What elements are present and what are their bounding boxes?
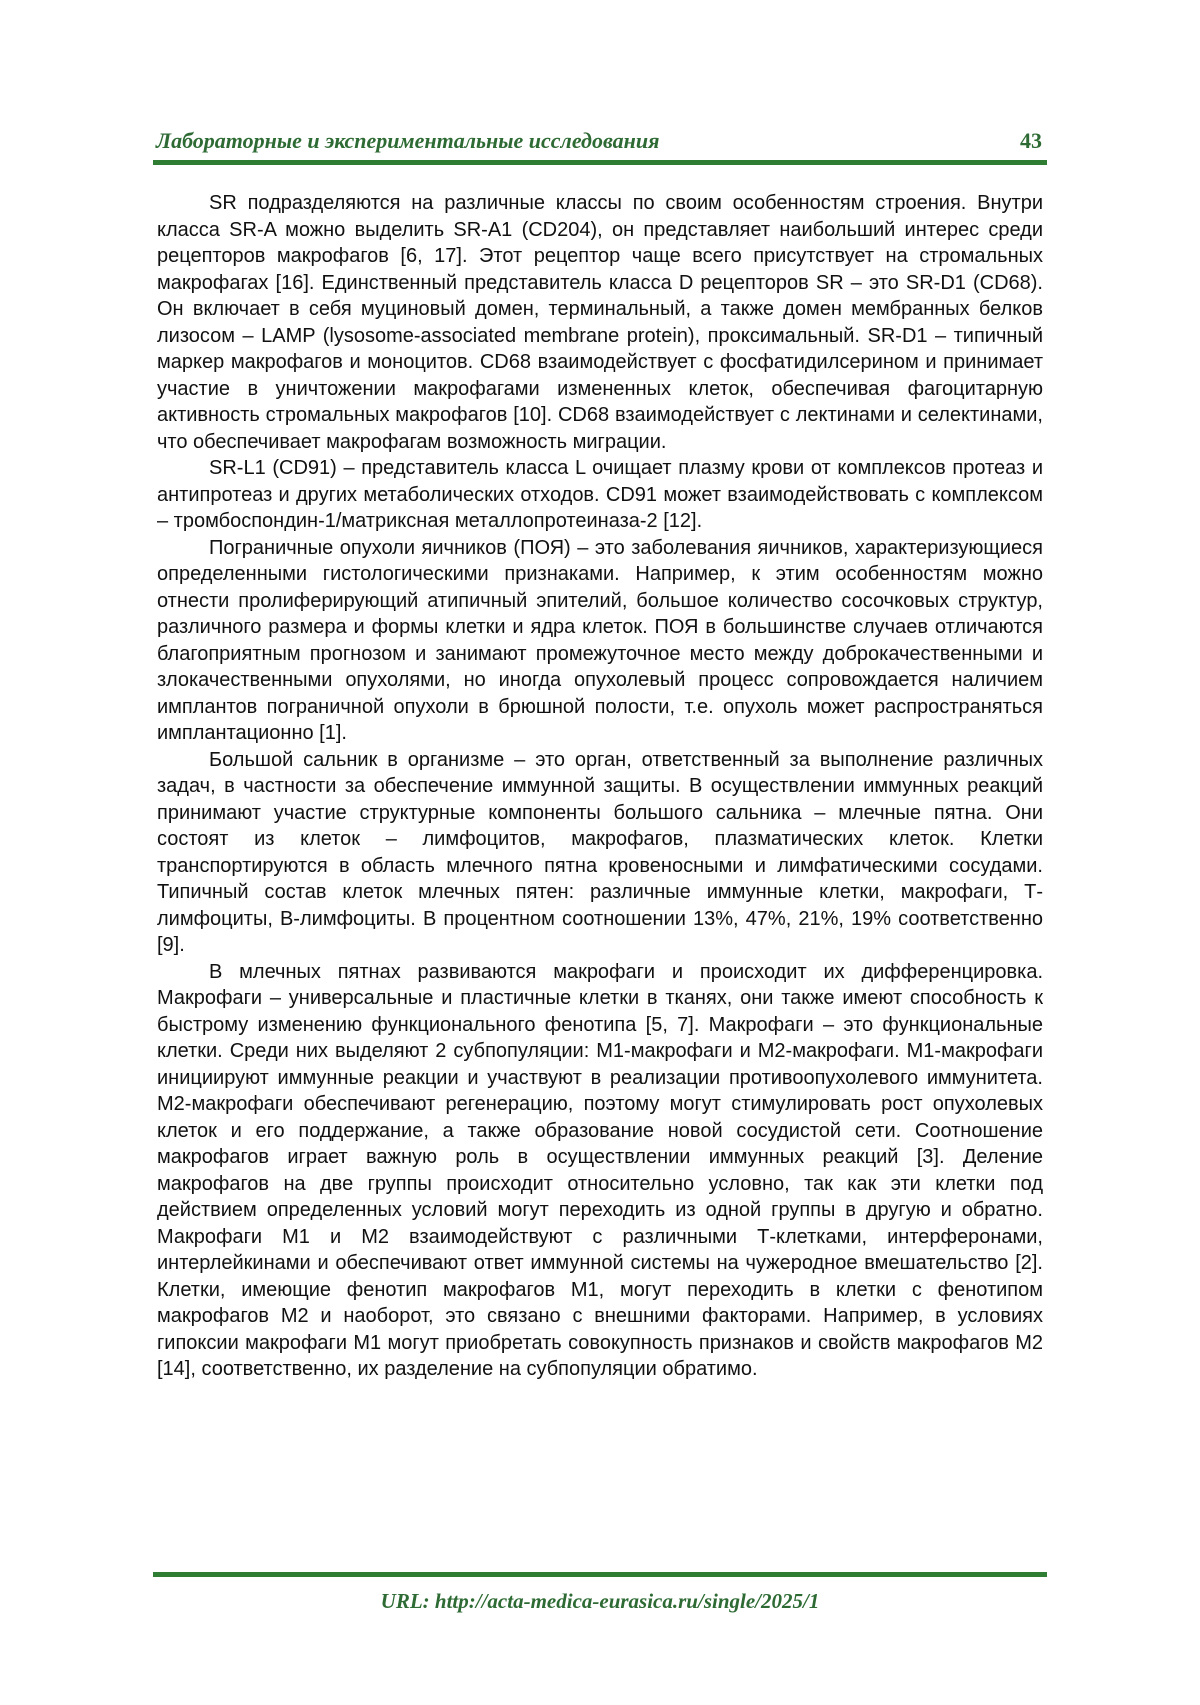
paragraph-sr-l1: SR-L1 (CD91) – представитель класса L очищает плазму крови от комплексов протеаз и антипротеаз и других метаболических отходов. CD91 может взаимодействовать с комплексом – тромбоспондин-1/матриксная металлопротеиназа-2 [12].: [157, 455, 1043, 535]
header-rule: [153, 160, 1047, 165]
section-title: Лабораторные и экспериментальные исследования: [156, 128, 659, 154]
footer-rule: [153, 1572, 1047, 1577]
paragraph-macrophages: В млечных пятнах развиваются макрофаги и происходит их дифференцировка. Макрофаги – универсальные и пластичные клетки в тканях, они также имеют способность к быстрому изменению функционального фенотипа [5, 7]. Макрофаги – это функциональные клетки. Среди них выделяют 2 субпопуляции: М1-макрофаги и М2-макрофаги. М1-макрофаги инициируют иммунные реакции и участвуют в реализации противоопухолевого иммунитета. М2-макрофаги обеспечивают регенерацию, поэтому могут стимулировать рост опухолевых клеток и его поддержание, а также образование новой сосудистой сети. Соотношение макрофагов играет важную роль в осуществлении иммунных реакций [3]. Деление макрофагов на две группы происходит относительно условно, так как эти клетки под действием определенных условий могут переходить из одной группы в другую и обратно. Макрофаги М1 и М2 взаимодействуют с различными Т-клетками, интерферонами, интерлейкинами и обеспечивают ответ иммунной системы на чужеродное вмешательство [2]. Клетки, имеющие фенотип макрофагов М1, могут переходить в клетки с фенотипом макрофагов М2 и наоборот, это связано с внешними факторами. Например, в условиях гипоксии макрофаги М1 могут приобретать совокупность признаков и свойств макрофагов М2 [14], соответственно, их разделение на субпопуляции обратимо.: [157, 959, 1043, 1383]
footer-url[interactable]: URL: http://acta-medica-eurasica.ru/single/2025/1: [153, 1589, 1047, 1614]
paragraph-greater-omentum: Большой сальник в организме – это орган, ответственный за выполнение различных задач, в частности за обеспечение иммунной защиты. В осуществлении иммунных реакций принимают участие структурные компоненты большого сальника – млечные пятна. Они состоят из клеток – лимфоцитов, макрофагов, плазматических клеток. Клетки транспортируются в область млечного пятна кровеносными и лимфатическими сосудами. Типичный состав клеток млечных пятен: различные иммунные клетки, макрофаги, Т-лимфоциты, В-лимфоциты. В процентном соотношении 13%, 47%, 21%, 19% соответственно [9].: [157, 747, 1043, 959]
paragraph-sr-classes: SR подразделяются на различные классы по своим особенностям строения. Внутри класса SR-A можно выделить SR-A1 (CD204), он представляет наибольший интерес среди рецепторов макрофагов [6, 17]. Этот рецептор чаще всего присутствует на стромальных макрофагах [16]. Единственный представитель класса D рецепторов SR – это SR-D1 (CD68). Он включает в себя муциновый домен, терминальный, а также домен мембранных белков лизосом – LAMP (lysosome-associated membrane protein), проксимальный. SR-D1 – типичный маркер макрофагов и моноцитов. CD68 взаимодействует с фосфатидилсерином и принимает участие в уничтожении макрофагами измененных клеток, обеспечивая фагоцитарную активность стромальных макрофагов [10]. CD68 взаимодействует с лектинами и селектинами, что обеспечивает макрофагам возможность миграции.: [157, 190, 1043, 455]
running-header: [156, 128, 1044, 158]
page-number: 43: [1020, 128, 1042, 154]
paragraph-borderline-tumors: Пограничные опухоли яичников (ПОЯ) – это заболевания яичников, характеризующиеся определенными гистологическими признаками. Например, к этим особенностям можно отнести пролиферирующий атипичный эпителий, большое количество сосочковых структур, различного размера и формы клетки и ядра клеток. ПОЯ в большинстве случаев отличаются благоприятным прогнозом и занимают промежуточное место между доброкачественными и злокачественными опухолями, но иногда опухолевый процесс сопровождается наличием имплантов пограничной опухоли в брюшной полости, т.е. опухоль может распространяться имплантационно [1].: [157, 535, 1043, 747]
article-body: [157, 190, 1043, 1550]
